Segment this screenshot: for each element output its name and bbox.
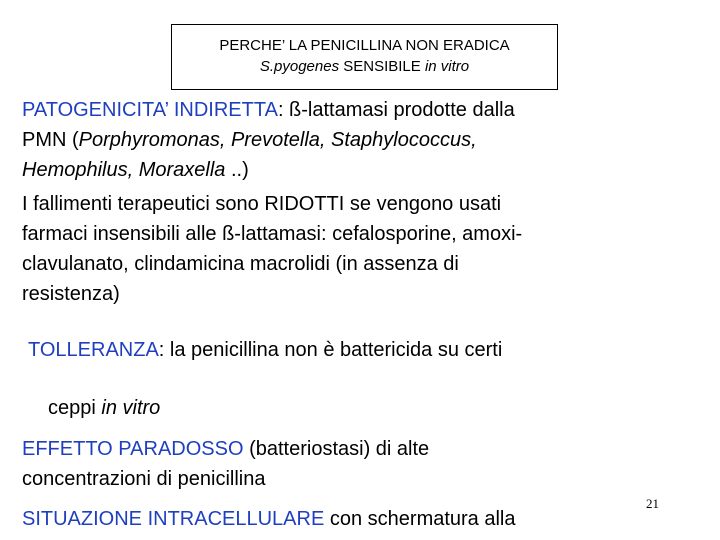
paragraph-fallimenti (22, 189, 720, 309)
p1-line-1 (22, 95, 720, 125)
paragraph-effetto-paradosso (22, 434, 720, 494)
term-effetto-paradosso: EFFETTO PARADOSSO (22, 438, 244, 460)
term-situazione-intracellulare: SITUAZIONE INTRACELLULARE (22, 508, 325, 530)
p3-line-1 (28, 335, 720, 365)
p5-rest: con schermatura alla (324, 508, 516, 530)
title-organism: S.pyogenes (259, 58, 340, 75)
p1-line-2 (22, 125, 720, 155)
p2-line-2: farmaci insensibili alle ß-lattamasi: cefalosporine, amoxi- (22, 223, 523, 245)
p3-line-2 (48, 393, 720, 423)
paragraph-patogenicita (22, 95, 720, 185)
term-tolleranza: TOLLERANZA (28, 339, 159, 361)
p3-l2-pre: ceppi (48, 397, 102, 419)
p1-l3-post: ..) (225, 159, 249, 181)
p4-rest: (batteriostasi) di alte (243, 438, 430, 460)
slide-number: 21 (646, 496, 659, 511)
p1-l2-italic: Porphyromonas, Prevotella, Staphylococcus, (78, 129, 477, 151)
paragraph-situazione (22, 504, 720, 534)
p3-l2-italic: in vitro (101, 397, 161, 419)
title-line-1: PERCHE’ LA PENICILLINA NON ERADICA (219, 37, 510, 54)
p1-rest: : ß-lattamasi prodotte dalla (277, 99, 515, 121)
paragraph-tolleranza (28, 335, 720, 365)
p4-line-1 (22, 434, 720, 464)
p2-line-1: I fallimenti terapeutici sono RIDOTTI se vengono usati (22, 193, 502, 215)
title-line-2 (172, 56, 557, 77)
p2-line-4: resistenza) (22, 283, 120, 305)
p5-line-1 (22, 504, 720, 534)
term-patogenicita: PATOGENICITA’ INDIRETTA (22, 99, 278, 121)
title-in-vitro: in vitro (424, 58, 470, 75)
slide-title-box (171, 24, 558, 90)
paragraph-tolleranza-cont (48, 393, 720, 423)
p4-line-2: concentrazioni di penicillina (22, 468, 266, 490)
p3-rest: : la penicillina non è battericida su certi (158, 339, 503, 361)
p1-l2-pre: PMN ( (22, 129, 79, 151)
p1-l3-italic: Hemophilus, Moraxella (22, 159, 226, 181)
title-mid: SENSIBILE (339, 58, 425, 75)
p2-line-3: clavulanato, clindamicina macrolidi (in assenza di (22, 253, 459, 275)
p1-line-3 (22, 155, 720, 185)
